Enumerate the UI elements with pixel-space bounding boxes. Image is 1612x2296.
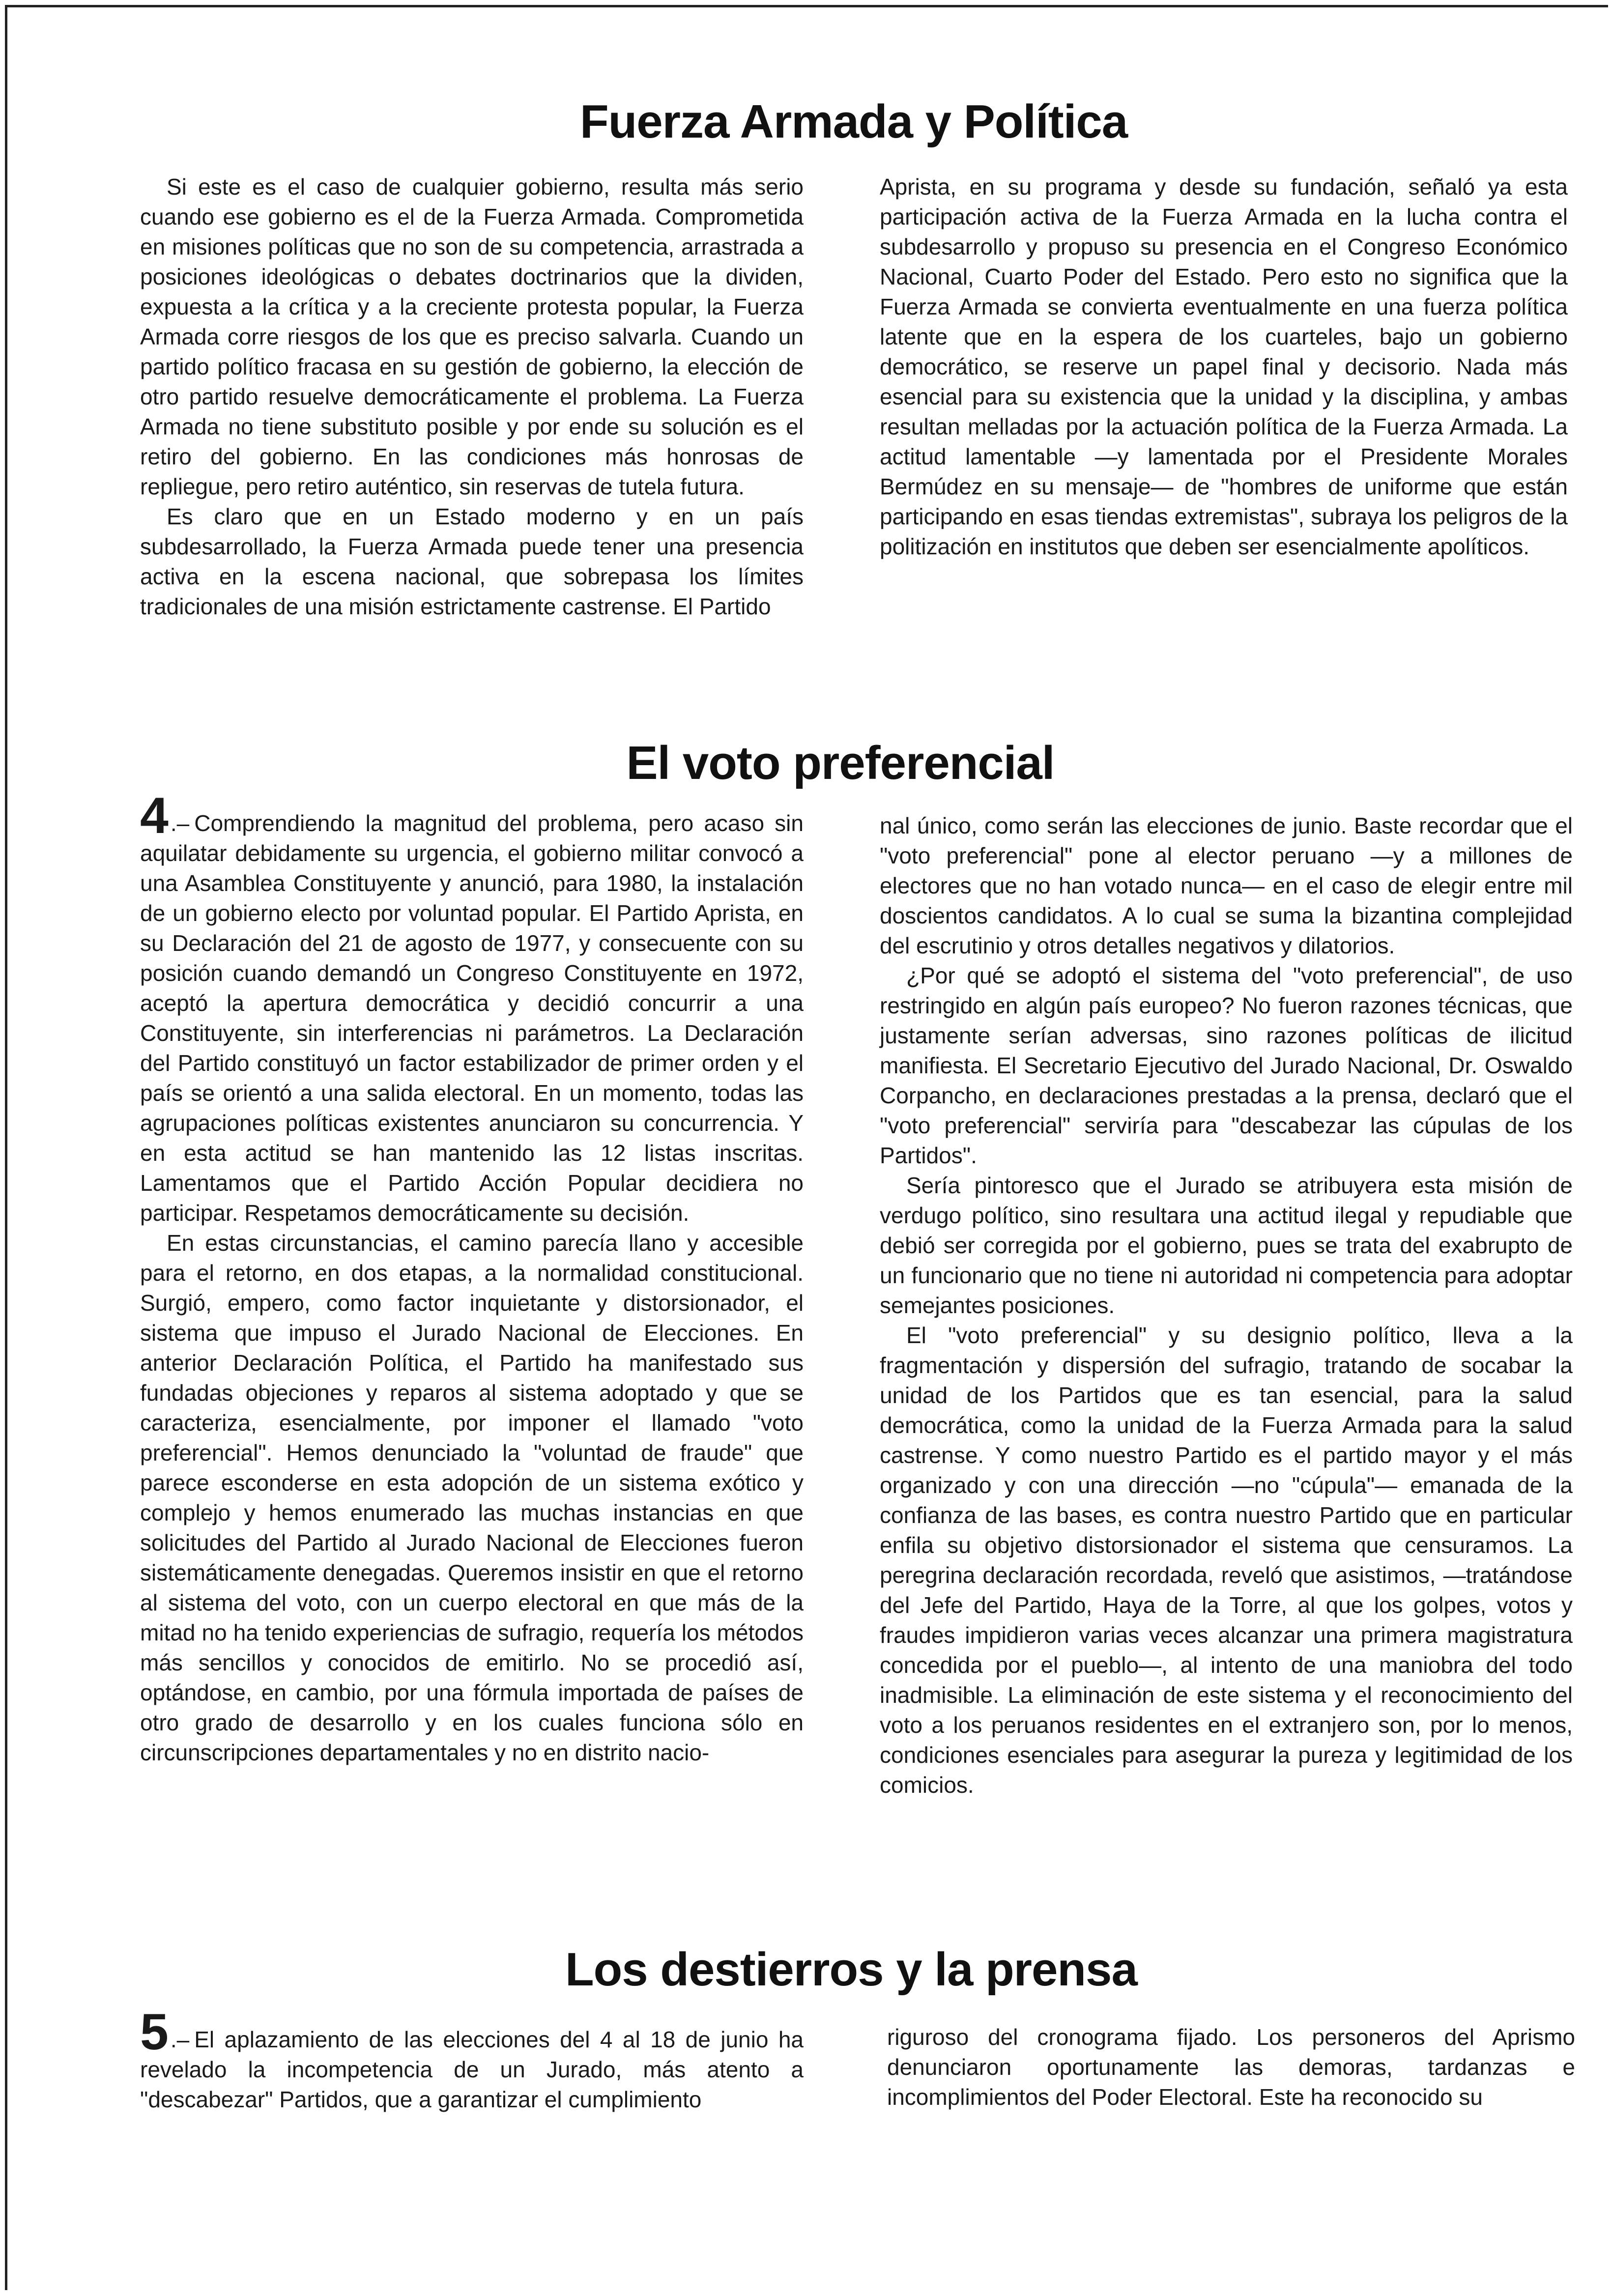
column-left [140, 787, 804, 1768]
section-heading: Fuerza Armada y Política [580, 95, 1128, 148]
column-right [880, 811, 1573, 1800]
paragraph: nal único, como serán las elecciones de junio. Baste recordar que el "voto preferencial" pone al elector peruano —y a millones de electores que no han votado nunca— en el caso de elegir entre mil doscientos candidatos. A lo cual se suma la bizantina complejidad del escrutinio y otros detalles negativos y dilatorios. [880, 813, 1573, 958]
column-left [140, 172, 804, 622]
paragraph: riguroso del cronograma fijado. Los personeros del Aprismo denunciaron oportunamente las demoras, tardanzas e incomplimientos del Poder Electoral. Este ha reconocido su [887, 2024, 1575, 2110]
paragraph: Si este es el caso de cualquier gobierno, resulta más serio cuando ese gobierno es el de la Fuerza Armada. Comprometida en misiones políticas que no son de su competencia, arrastrada a posiciones ideológicas o debates doctrinarios que la dividen, expuesta a la crítica y a la creciente protesta popular, la Fuerza Armada corre riesgos de los que es preciso salvarla. Cuando un partido político fracasa en su gestión de gobierno, la elección de otro partido resuelve democráticamente el problema. La Fuerza Armada no tiene substituto posible y por ende su solución es el retiro del gobierno. En las condiciones más honrosas de repliegue, pero retiro auténtico, sin reservas de tutela futura. [140, 174, 804, 499]
paragraph: El "voto preferencial" y su designio político, lleva a la fragmentación y dispersión del sufragio, tratando de socabar la unidad de los Partidos que es tan esencial, para la salud democrática, como la unidad de la Fuerza Armada para la salud castrense. Y como nuestro Partido es el partido mayor y el más organizado y con una dirección —no "cúpula"— emanada de la confianza de las bases, es contra nuestro Partido que en particular enfila su objetivo distorsionador el sistema que censuramos. La peregrina declaración recordada, reveló que asistimos, —tratándose del Jefe del Partido, Haya de la Torre, al que los golpes, votos y fraudes impidieron varias veces alcanzar una primera magistratura concedida por el pueblo—, al intento de una maniobra del todo inadmisible. La eliminación de este sistema y el reconocimiento del voto a los peruanos residentes en el extranjero son, por lo menos, condiciones esenciales para asegurar la pureza y legitimidad de los comicios. [880, 1322, 1573, 1798]
page-border-top [5, 5, 1608, 7]
paragraph: Sería pintoresco que el Jurado se atribuyera esta misión de verdugo político, sino resultara una actitud ilegal y repudiable que debió ser corregida por el gobierno, pues se trata del exabrupto de un funcionario que no tiene ni autoridad ni competencia para adoptar semejantes posiciones. [880, 1173, 1573, 1318]
lead-text: El aplazamiento de las elecciones del 4 al 18 de junio ha revelado la incompetencia de un Jurado, más atento a "descabezar" Partidos, que a garantizar el cumplimiento [140, 2027, 804, 2112]
paragraph: En estas circunstancias, el camino parecía llano y accesible para el retorno, en dos etapas, a la normalidad constitucional. Surgió, empero, como factor inquietante y distorsionador, el sistema que impuso el Jurado Nacional de Elecciones. En anterior Declaración Política, el Partido ha manifestado sus fundadas objeciones y reparos al sistema adoptado y que se caracteriza, esencialmente, por imponer el llamado "voto preferencial". Hemos denunciado la "voluntad de fraude" que parece esconderse en esta adopción de un sistema exótico y complejo y hemos enumerado las muchas instancias en que solicitudes del Partido al Jurado Nacional de Elecciones fueron sistemáticamente denegadas. Queremos insistir en que el retorno al sistema del voto, con un cuerpo electoral en que más de la mitad no ha tenido experiencias de sufragio, requería los métodos más sencillos y conocidos de emitirlo. No se procedió así, optándose, en cambio, por una fórmula importada de países de otro grado de desarrollo y en los cuales funciona sólo en circunscripciones departamentales y no en distrito nacio- [140, 1230, 804, 1765]
paragraph-lead [140, 787, 804, 1228]
column-right [880, 172, 1568, 562]
column-right [887, 2022, 1575, 2112]
section-heading: El voto preferencial [626, 737, 1055, 789]
paragraph: Aprista, en su programa y desde su fundación, señaló ya esta participación activa de la Fuerza Armada en la lucha contra el subdesarrollo y propuso su presencia en el Congreso Económico Nacional, Cuarto Poder del Estado. Pero esto no significa que la Fuerza Armada se convierta eventualmente en una fuerza política latente que en la espera de los cuarteles, bajo un gobierno democrático, se reserve un papel final y decisorio. Nada más esencial para su existencia que la unidad y la disciplina, y ambas resultan melladas por la actuación política de la Fuerza Armada. La actitud lamentable —y lamentada por el Presidente Morales Bermúdez en su mensaje— de "hombres de uniforme que están participando en esas tiendas extremistas", subraya los peligros de la politización en institutos que deben ser esencialmente apolíticos. [880, 174, 1568, 559]
paragraph-lead [140, 2004, 804, 2115]
section-heading: Los destierros y la prensa [565, 1943, 1137, 1996]
lead-text: Comprendiendo la magnitud del problema, pero acaso sin aquilatar debidamente su urgencia, el gobierno militar convocó a una Asamblea Constituyente y anunció, para 1980, la instalación de un gobierno electo por voluntad popular. El Partido Aprista, en su Declaración del 21 de agosto de 1977, y consecuente con su posición cuando demandó un Congreso Constituyente en 1972, aceptó la apertura democrática y decidió concurrir a una Constituyente, sin interferencias ni parámetros. La Declaración del Partido constituyó un factor estabilizador de primer orden y el país se orientó a una salida electoral. En un momento, todas las agrupaciones políticas existentes anunciaron su concurrencia. Y en esta actitud se han mantenido las 12 listas inscritas. Lamentamos que el Partido Acción Popular decidiera no participar. Respetamos democráticamente su decisión. [140, 810, 804, 1226]
lead-dash: .– [170, 810, 190, 836]
section-number: 5 [140, 2004, 169, 2061]
paragraph: ¿Por qué se adoptó el sistema del "voto preferencial", de uso restringido en algún país europeo? No fueron razones técnicas, que justamente serían adversas, sino razones políticas de ilicitud manifiesta. El Secretario Ejecutivo del Jurado Nacional, Dr. Oswaldo Corpancho, en declaraciones prestadas a la prensa, declaró que el "voto preferencial" serviría para "descabezar las cúpulas de los Partidos". [880, 963, 1573, 1168]
page-border-left [5, 5, 7, 2290]
lead-dash: .– [170, 2027, 190, 2052]
paragraph: Es claro que en un Estado moderno y en un país subdesarrollado, la Fuerza Armada puede tener una presencia activa en la escena nacional, que sobrepasa los límites tradicionales de una misión estrictamente castrense. El Partido [140, 504, 804, 619]
column-left [140, 2004, 804, 2115]
section-number: 4 [140, 787, 169, 844]
